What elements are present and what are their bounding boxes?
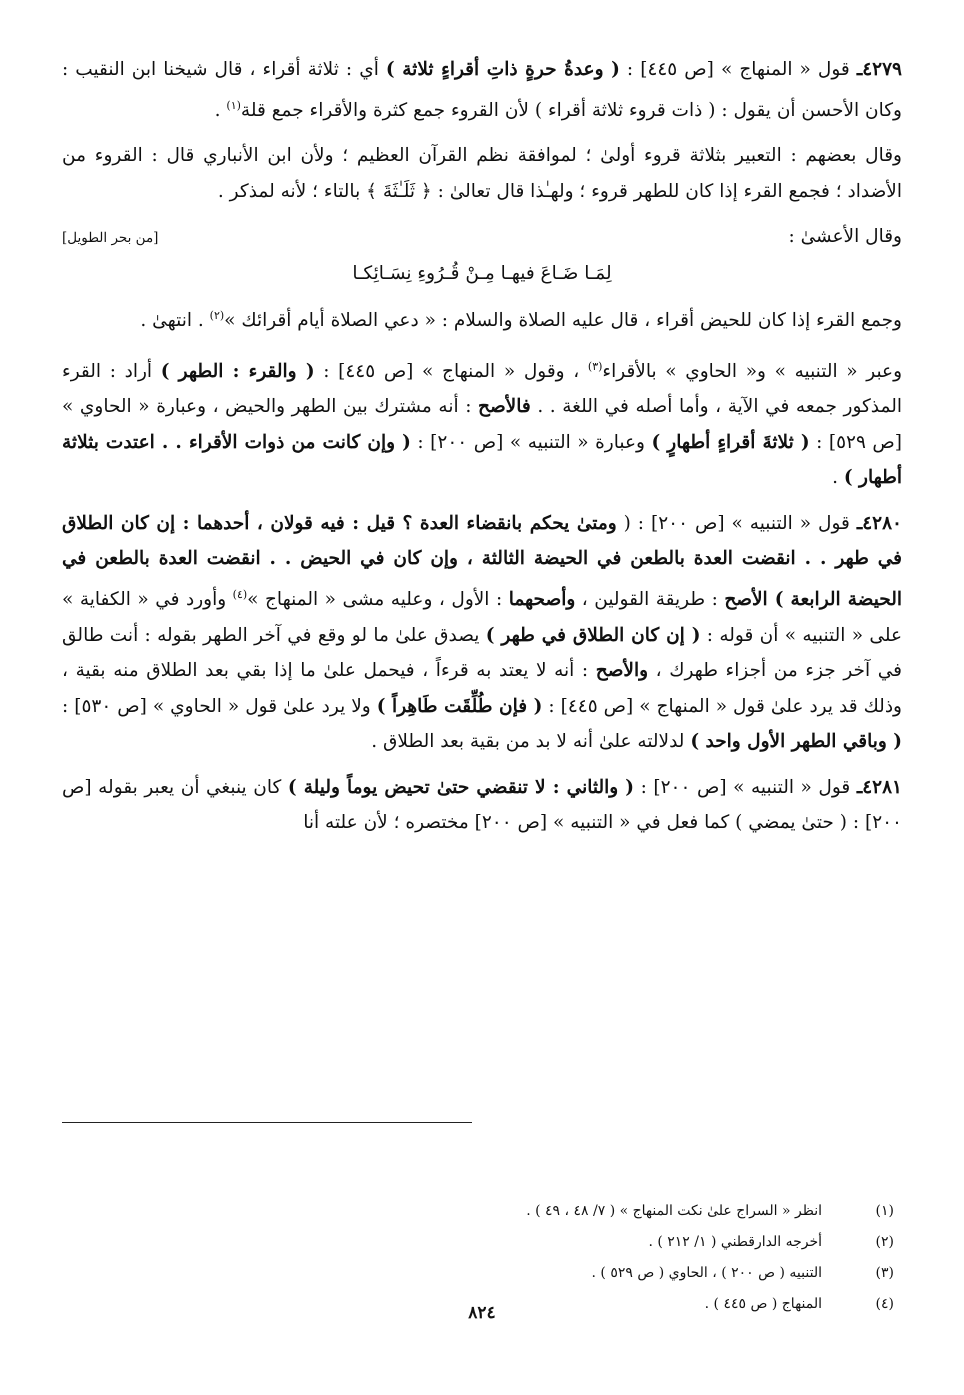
quoted-text: ( وإن كانت من ذوات الأقراء . . اعتدت بثلاثة أطهار )	[62, 431, 902, 489]
text-run: قول « التنبيه » [ص ٢٠٠] : (	[616, 512, 857, 534]
text-run: يصدق علىٰ ما لو وقع في آخر الطهر بقوله : أنت طالق في آخر جزء من أجزاء طهرك ،	[62, 624, 902, 682]
page-number: ٨٢٤	[468, 1303, 496, 1323]
footnote	[62, 1227, 902, 1258]
verse-intro-text: وقال الأعشىٰ :	[788, 226, 902, 248]
footnote	[62, 1258, 902, 1289]
text-run: أي : ثلاثة أقراء ، قال شيخنا ابن النقيب : وكان الأحسن أن يقول : ( ذات قروء ثلاثة أقراء ) لأن القروء جمع كثرة والأقراء جمع قلة	[62, 59, 902, 121]
text-run: .	[214, 99, 227, 121]
footnote-text: المنهاج ( ص ٤٤٥ ) .	[704, 1296, 822, 1312]
footnote-number: (٢)	[875, 1234, 894, 1250]
text-run: .	[832, 467, 844, 489]
text-run: : أنه لا يعتد به قرءاً ، فيحمل علىٰ ما إذا بقي بعد الطلاق منه بقية ، وذلك قد يرد علىٰ قول « المنهاج » [ص ٤٤٥] :	[62, 660, 902, 717]
quoted-text: ( وباقي الطهر الأول واحد )	[690, 731, 902, 753]
page-body	[62, 52, 903, 1312]
quoted-text: ( والثاني : لا تنقضي حتىٰ تحيض يوماً وليلة )	[287, 776, 635, 798]
paragraph-4280	[62, 506, 902, 760]
paragraph-aqraa	[62, 298, 902, 339]
text-run: . انتهىٰ .	[140, 310, 210, 332]
text-run: وعبر « التنبيه » و« الحاوي » بالأقراء	[602, 360, 902, 382]
paragraph-qurou: وقال بعضهم : التعبير بثلاثة قروء أولىٰ ؛ لموافقة نظم القرآن العظيم ؛ ولأن ابن الأنباري قال : القروء من الأضداد ؛ فجمع القرء إذا كان للطهر قروء ؛ ولهـٰذا قال تعالىٰ : ﴿ ثَلَـٰثَةَ ﴾ بالتاء ؛ لأنه لمذكر .	[62, 145, 902, 202]
quoted-text: ( إن كان الطلاق في طهر )	[485, 624, 701, 646]
text-run: وعبارة « التنبيه » [ص ٢٠٠] :	[410, 431, 652, 453]
text-run: : أنه مشترك بين الطهر والحيض ، وعبارة « الحاوي » [ص ٥٢٩] :	[62, 396, 903, 453]
footnote-text: انظر « السراج علىٰ نكت المنهاج » ( ٧/ ٤٨ ، ٤٩ ) .	[526, 1203, 822, 1219]
text-run: أراد : القرء المذكور جمعه في الآية ، وأما أصله في اللغة . .	[62, 360, 902, 418]
footnote-ref: (٣)	[587, 359, 603, 373]
poetry-verse: لِمَـا ضَـاعَ فيهـا مِـنْ قُـرُوءِ نِسَـائِكـا	[352, 263, 612, 285]
text-run: قول « المنهاج » [ص ٤٤٥] :	[619, 59, 857, 80]
text-run: كان ينبغي أن يعبر بقوله [ص ٢٠٠] : ( حتىٰ يمضي ) كما فعل في « التنبيه » [ص ٢٠٠] مختصره ؛ لأن علته أنا	[62, 776, 902, 834]
quoted-text: ( وعدةُ حرةٍ ذاتِ أقراءٍ ثلاثة )	[385, 59, 620, 80]
quoted-text: ومتىٰ يحكم بانقضاء العدة ؟ قيل : فيه قولان ، أحدهما : إن كان الطلاق في طهر . . انقضت العدة بالطعن في الحيضة الثالثة ، وإن كان في الحيض . . انقضت العدة بالطعن في الحيضة الرابعة ) الأصح	[62, 512, 903, 611]
entry-number: ٤٢٨٠ـ	[856, 512, 902, 534]
footnote-text: أخرجه الدارقطني ( ١/ ٢١٢ ) .	[648, 1234, 822, 1250]
text-run: لدلالته علىٰ أنه لا بد من بقية بعد الطلاق .	[371, 731, 691, 753]
footnote-number: (٤)	[875, 1296, 894, 1312]
keyword: وأصحهما	[508, 589, 576, 611]
text-run: وجمع القرء إذا كان للحيض أقراء ، قال عليه الصلاة والسلام : « دعي الصلاة أيام أقرائك »	[224, 310, 902, 332]
quoted-text: ( فإن طُلِّقَت طَاهِراً )	[376, 695, 543, 717]
entry-number: ٤٢٨١ـ	[856, 776, 902, 798]
footnote-ref: (٤)	[232, 587, 248, 601]
quoted-text: ( والقرء : الطهر )	[160, 360, 315, 382]
footnote-number: (١)	[875, 1203, 894, 1219]
quoted-text: ( ثلاثةَ أقراءٍ أطهارٍ )	[651, 431, 810, 453]
verse-intro	[62, 219, 902, 254]
text-run: ، وقول « المنهاج » [ص ٤٤٥] :	[314, 360, 588, 382]
paragraph-tanbih	[62, 349, 902, 496]
paragraph-4281	[62, 770, 902, 841]
footnotes	[62, 1196, 902, 1320]
footnote-divider	[62, 1122, 472, 1123]
text-run: ولا يرد علىٰ قول « الحاوي » [ص ٥٣٠] :	[62, 695, 377, 717]
footnote-ref: (١)	[226, 98, 241, 112]
footnote-ref: (٢)	[209, 309, 225, 323]
text-run: : طريقة القولين ،	[575, 589, 725, 611]
footnote-number: (٣)	[875, 1265, 894, 1281]
keyword: والأصح	[595, 660, 649, 682]
text-run: وأورد في « الكفاية » على « التنبيه » أن قوله :	[62, 589, 902, 646]
verse-meter: [من بحر الطويل]	[62, 230, 159, 247]
entry-number: ٤٢٧٩ـ	[856, 59, 902, 80]
footnote	[62, 1196, 902, 1227]
keyword: فالأصح	[478, 396, 531, 418]
footnote-text: التنبيه ( ص ٢٠٠ ) ، الحاوي ( ص ٥٢٩ ) .	[591, 1265, 822, 1281]
text-run: : الأول ، وعليه مشى « المنهاج »	[247, 589, 509, 611]
text-run: قول « التنبيه » [ص ٢٠٠] :	[634, 776, 857, 798]
paragraph-4279	[62, 52, 902, 128]
